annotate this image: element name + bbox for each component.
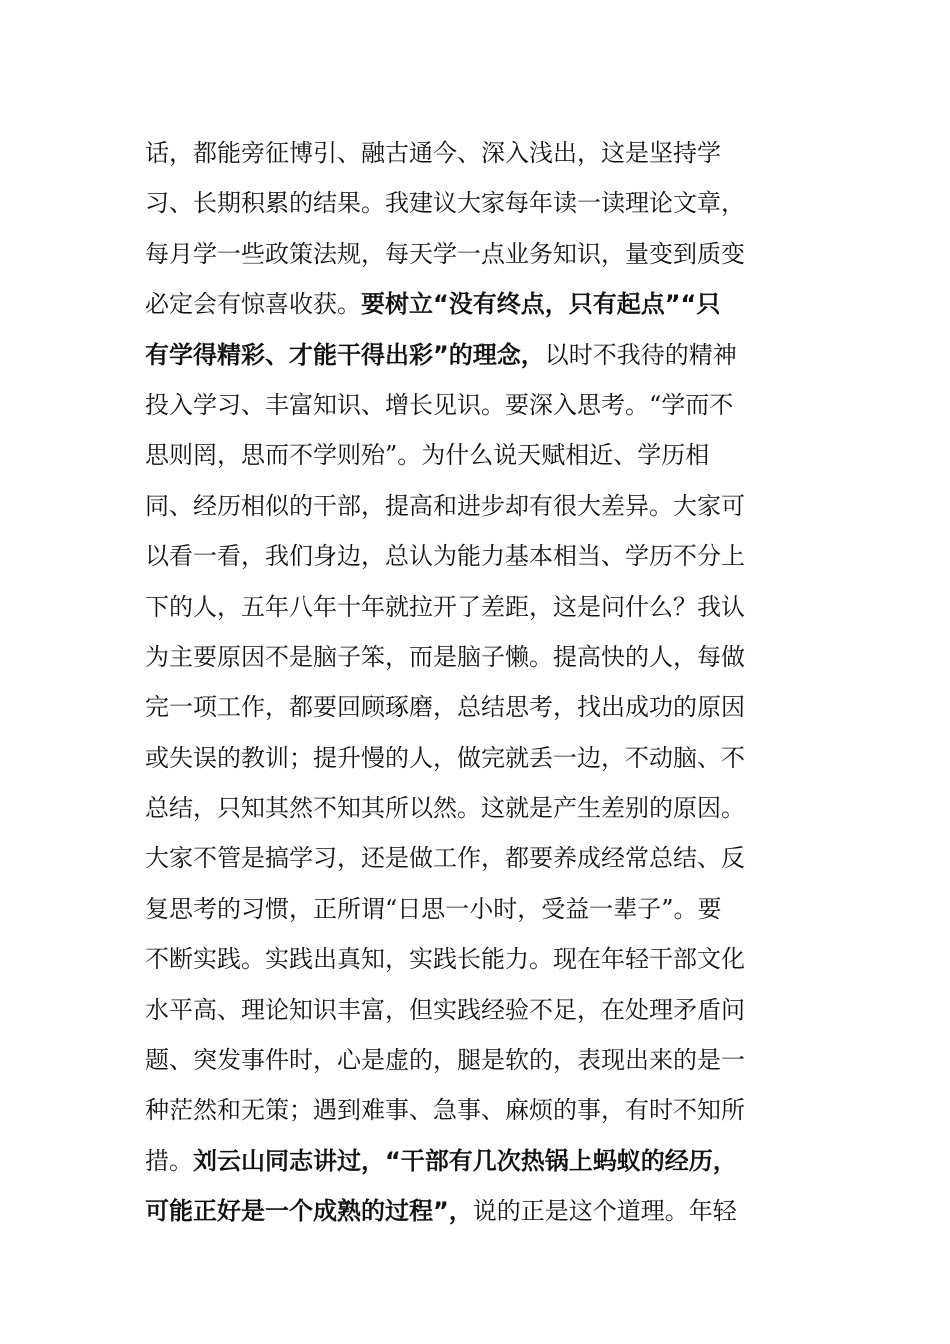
bold-text-segment: 可能正好是一个成熟的过程”， <box>145 1197 473 1226</box>
text-segment: 习、长期积累的结果。我建议大家每年读一读理论文章， <box>145 189 745 218</box>
text-line <box>145 985 797 1035</box>
text-line <box>145 934 797 984</box>
text-segment: 下的人，五年八年十年就拉开了差距，这是问什么？我认 <box>145 592 745 621</box>
bold-text-segment: 有学得精彩、才能干得出彩”的理念， <box>145 340 545 369</box>
text-segment: 以时不我待的精神 <box>544 340 737 369</box>
text-line <box>145 1186 797 1236</box>
text-segment: 水平高、理论知识丰富，但实践经验不足，在处理矛盾问 <box>145 995 745 1024</box>
text-segment: 投入学习、丰富知识、增长见识。要深入思考。“学而不 <box>145 390 734 419</box>
text-line <box>145 1136 797 1186</box>
body-text <box>145 128 797 1237</box>
text-line <box>145 380 797 430</box>
text-segment: 不断实践。实践出真知，实践长能力。现在年轻干部文化 <box>145 945 745 974</box>
text-line <box>145 833 797 883</box>
text-segment: 思则罔，思而不学则殆”。为什么说天赋相近、学历相 <box>145 441 710 470</box>
bold-text-segment: 刘云山同志讲过，“干部有几次热锅上蚂蚁的经历， <box>193 1146 737 1175</box>
text-segment: 总结，只知其然不知其所以然。这就是产生差别的原因。 <box>145 794 745 823</box>
text-line <box>145 682 797 732</box>
text-line <box>145 531 797 581</box>
text-segment: 以看一看，我们身边，总认为能力基本相当、学历不分上 <box>145 542 745 571</box>
text-line <box>145 430 797 480</box>
text-segment: 必定会有惊喜收获。 <box>145 290 361 319</box>
text-line <box>145 632 797 682</box>
text-line <box>145 1035 797 1085</box>
text-line <box>145 783 797 833</box>
text-line <box>145 733 797 783</box>
text-segment: 大家不管是搞学习，还是做工作，都要养成经常总结、反 <box>145 844 745 873</box>
text-segment: 或失误的教训；提升慢的人，做完就丢一边，不动脑、不 <box>145 743 745 772</box>
text-line <box>145 229 797 279</box>
text-line <box>145 884 797 934</box>
text-segment: 复思考的习惯，正所谓“日思一小时，受益一辈子”。要 <box>145 894 722 923</box>
text-line <box>145 481 797 531</box>
text-line <box>145 582 797 632</box>
text-segment: 同、经历相似的干部，提高和进步却有很大差异。大家可 <box>145 491 745 520</box>
text-segment: 完一项工作，都要回顾琢磨，总结思考，找出成功的原因 <box>145 693 745 722</box>
text-segment: 每月学一些政策法规，每天学一点业务知识，量变到质变 <box>145 239 745 268</box>
bold-text-segment: 要树立“没有终点，只有起点”“只 <box>361 290 721 319</box>
text-line <box>145 330 797 380</box>
text-segment: 为主要原因不是脑子笨，而是脑子懒。提高快的人，每做 <box>145 642 745 671</box>
text-segment: 说的正是这个道理。年轻 <box>472 1197 737 1226</box>
text-line <box>145 128 797 178</box>
text-line <box>145 178 797 228</box>
text-line <box>145 279 797 329</box>
text-line <box>145 1085 797 1135</box>
text-segment: 题、突发事件时，心是虚的，腿是软的，表现出来的是一 <box>145 1046 745 1075</box>
text-segment: 种茫然和无策；遇到难事、急事、麻烦的事，有时不知所 <box>145 1096 745 1125</box>
text-segment: 措。 <box>145 1146 193 1175</box>
text-segment: 话，都能旁征博引、融古通今、深入浅出，这是坚持学 <box>145 139 721 167</box>
